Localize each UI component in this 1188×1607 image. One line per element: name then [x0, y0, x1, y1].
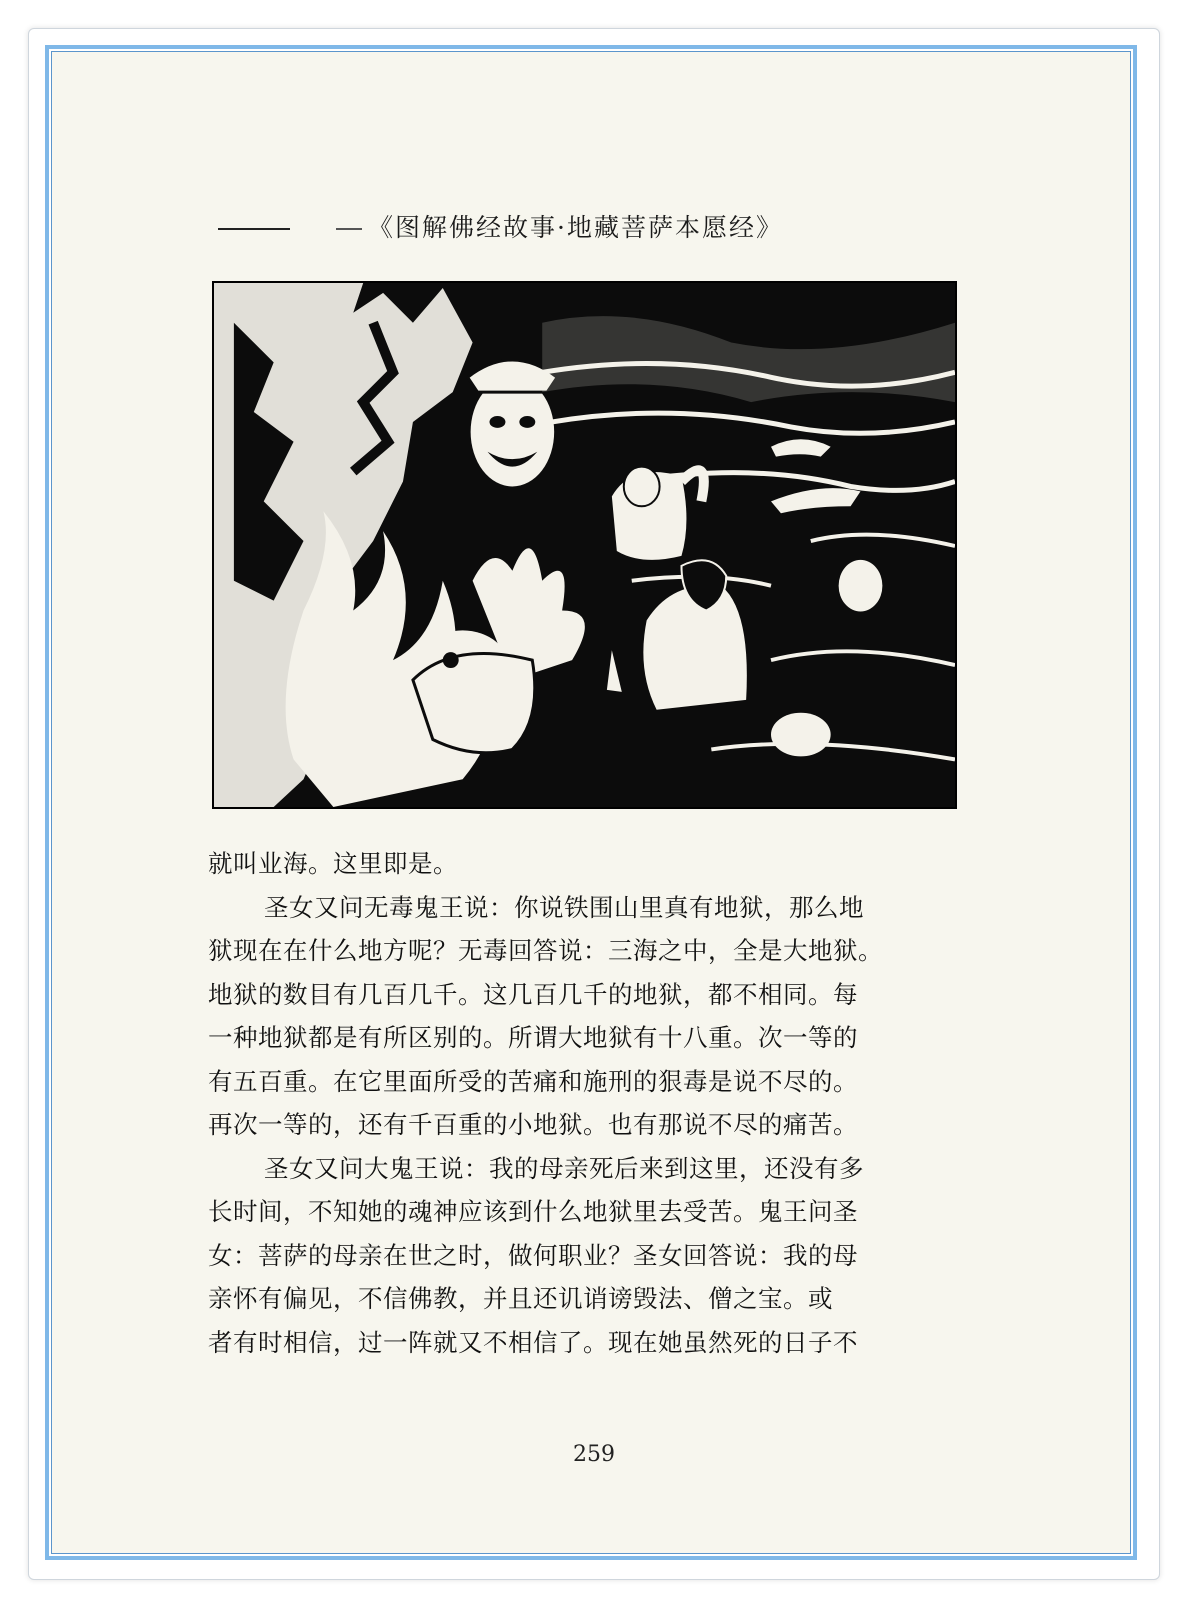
hell-sea-illustration — [212, 281, 957, 809]
text-line: 有五百重。在它里面所受的苦痛和施刑的狠毒是说不尽的。 — [208, 1066, 858, 1096]
text-line: 地狱的数目有几百几千。这几百几千的地狱，都不相同。每 — [208, 979, 858, 1009]
text-line: 女：菩萨的母亲在世之时，做何职业？圣女回答说：我的母 — [208, 1240, 858, 1270]
header-dash — [336, 228, 362, 230]
text-line: 亲怀有偏见，不信佛教，并且还讥诮谤毁法、僧之宝。或 — [208, 1284, 833, 1313]
header-rule — [218, 228, 290, 230]
text-line: 就叫业海。这里即是。 — [208, 849, 458, 878]
text-line: 狱现在在什么地方呢？无毒回答说：三海之中，全是大地狱。 — [208, 936, 883, 965]
text-line: 再次一等的，还有千百重的小地狱。也有那说不尽的痛苦。 — [208, 1110, 858, 1139]
body-text — [208, 842, 948, 1364]
text-line: 圣女又问无毒鬼王说：你说铁围山里真有地狱，那么地 — [264, 892, 864, 922]
woodcut-image — [214, 283, 955, 807]
text-line: 一种地狱都是有所区别的。所谓大地狱有十八重。次一等的 — [208, 1023, 858, 1052]
text-line: 者有时相信，过一阵就又不相信了。现在她虽然死的日子不 — [208, 1327, 858, 1357]
text-line: 圣女又问大鬼王说：我的母亲死后来到这里，还没有多 — [264, 1153, 864, 1183]
page-number: 259 — [573, 1442, 615, 1467]
text-line: 长时间，不知她的魂神应该到什么地狱里去受苦。鬼王问圣 — [208, 1197, 858, 1226]
running-header-title: 《图解佛经故事·地藏菩萨本愿经》 — [368, 213, 783, 242]
